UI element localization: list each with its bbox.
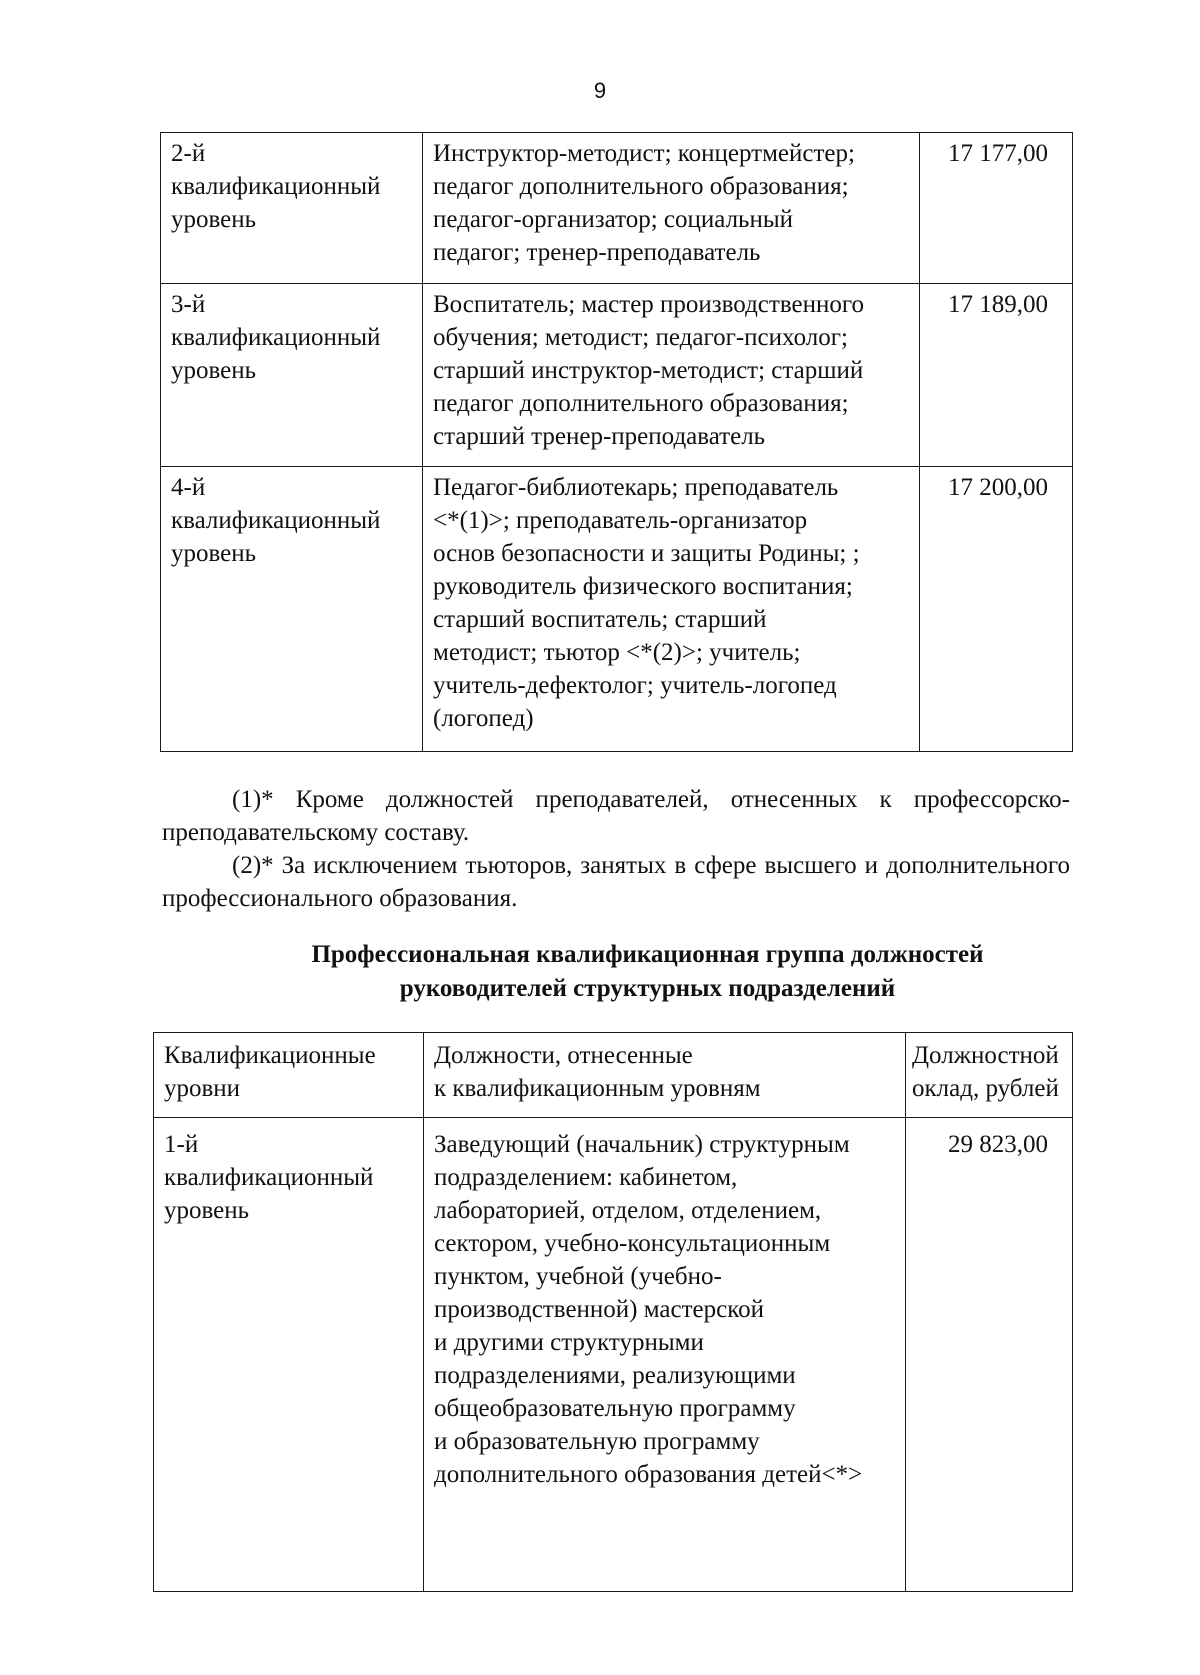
table-header-row [154, 1033, 1073, 1118]
positions-line: и образовательную программу [434, 1428, 760, 1455]
level-line: квалификационный [171, 324, 381, 351]
salary-cell: 17 200,00 [920, 467, 1073, 752]
salary-cell: 17 189,00 [920, 284, 1073, 467]
section-heading [0, 938, 1200, 1006]
level-line: 2-й [171, 140, 206, 167]
positions-line: методист; тьютор <*(2)>; учитель; [433, 639, 801, 666]
header-levels [154, 1033, 424, 1118]
positions-line: основ безопасности и защиты Родины; ; [433, 540, 860, 567]
positions-line: <*(1)>; преподаватель-организатор [433, 507, 808, 534]
positions-line: (логопед) [433, 705, 534, 732]
level-line: уровень [171, 357, 257, 384]
positions-line: сектором, учебно-консультационным [434, 1230, 831, 1257]
positions-line: педагог; тренер-преподаватель [433, 239, 761, 266]
level-line: квалификационный [171, 507, 381, 534]
positions-line: лабораторией, отделом, отделением, [434, 1197, 822, 1224]
salary-cell: 17 177,00 [920, 133, 1073, 284]
qualification-table-teachers [160, 132, 1073, 752]
positions-line: производственной) мастерской [434, 1296, 764, 1323]
level-line: 1-й [164, 1131, 199, 1158]
level-line: уровень [164, 1197, 250, 1224]
page-number: 9 [593, 78, 607, 103]
level-line: уровень [171, 206, 257, 233]
level-line: 3-й [171, 291, 206, 318]
positions-line: Инструктор-методист; концертмейстер; [433, 140, 855, 167]
level-line: квалификационный [164, 1164, 374, 1191]
header-positions [424, 1033, 906, 1118]
level-line: квалификационный [171, 173, 381, 200]
footnotes [162, 783, 1070, 915]
table-row [154, 1118, 1073, 1592]
positions-cell [423, 467, 920, 752]
positions-line: старший тренер-преподаватель [433, 423, 766, 450]
level-cell [161, 133, 423, 284]
footnote-1: (1)* Кроме должностей преподавателей, отнесенных к профессорско-преподавательскому составу. [162, 786, 1070, 846]
table-row [161, 467, 1073, 752]
salary-cell: 29 823,00 [906, 1118, 1073, 1592]
positions-line: Заведующий (начальник) структурным [434, 1131, 850, 1158]
positions-line: обучения; методист; педагог-психолог; [433, 324, 848, 351]
header-line: к квалификационным уровням [434, 1075, 761, 1102]
level-cell [154, 1118, 424, 1592]
positions-line: Педагог-библиотекарь; преподаватель [433, 474, 839, 501]
header-line: уровни [164, 1075, 241, 1102]
positions-line: подразделением: кабинетом, [434, 1164, 738, 1191]
table-row [161, 133, 1073, 284]
positions-line: педагог дополнительного образования; [433, 173, 849, 200]
level-cell [161, 284, 423, 467]
positions-line: старший воспитатель; старший [433, 606, 767, 633]
level-line: 4-й [171, 474, 206, 501]
positions-line: дополнительного образования детей<*> [434, 1461, 863, 1488]
positions-line: учитель-дефектолог; учитель-логопед [433, 672, 837, 699]
positions-line: подразделениями, реализующими [434, 1362, 796, 1389]
header-line: Квалификационные [164, 1042, 376, 1069]
header-line: Должности, отнесенные [434, 1042, 693, 1069]
footnote-2: (2)* За исключением тьюторов, занятых в сфере высшего и дополнительного профессионального образования. [162, 852, 1070, 912]
positions-line: Воспитатель; мастер производственного [433, 291, 864, 318]
positions-line: педагог-организатор; социальный [433, 206, 793, 233]
header-line: оклад, рублей [912, 1075, 1059, 1102]
header-salary [906, 1033, 1073, 1118]
table-row [161, 284, 1073, 467]
header-line: Должностной [912, 1042, 1059, 1069]
positions-line: пунктом, учебной (учебно- [434, 1263, 722, 1290]
positions-line: и другими структурными [434, 1329, 704, 1356]
level-line: уровень [171, 540, 257, 567]
positions-line: старший инструктор-методист; старший [433, 357, 864, 384]
section-heading-line-2: руководителей структурных подразделений [399, 975, 896, 1002]
positions-line: педагог дополнительного образования; [433, 390, 849, 417]
positions-line: общеобразовательную программу [434, 1395, 796, 1422]
positions-cell [424, 1118, 906, 1592]
positions-cell [423, 284, 920, 467]
positions-cell [423, 133, 920, 284]
positions-line: руководитель физического воспитания; [433, 573, 853, 600]
qualification-table-managers [153, 1032, 1073, 1592]
level-cell [161, 467, 423, 752]
section-heading-line-1: Профессиональная квалификационная группа должностей [311, 941, 984, 968]
